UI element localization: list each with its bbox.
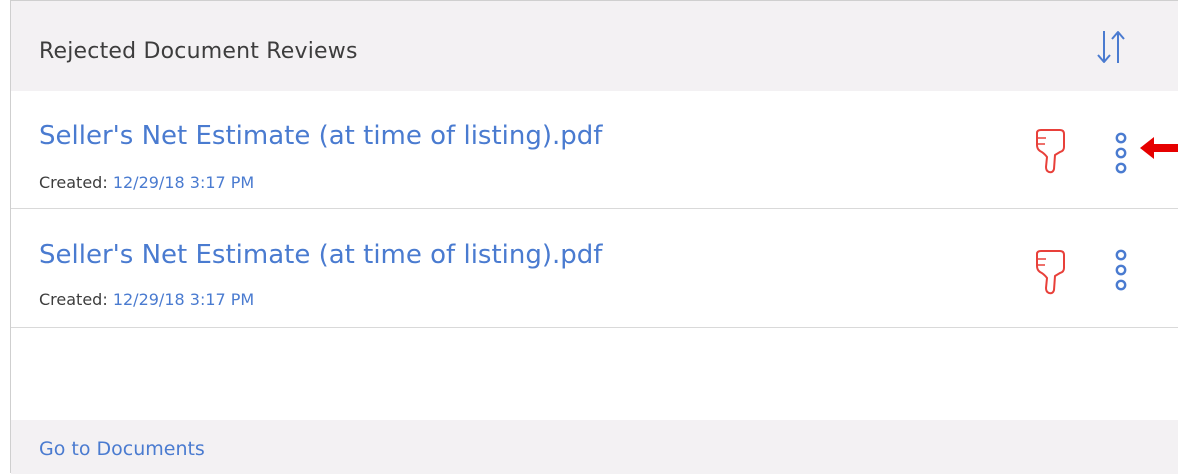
annotation-arrow-icon: [1140, 137, 1178, 159]
more-options-icon[interactable]: [1113, 248, 1129, 292]
thumbs-down-icon[interactable]: [1034, 127, 1072, 175]
document-link[interactable]: Seller's Net Estimate (at time of listing).pdf: [39, 121, 603, 151]
thumbs-down-icon[interactable]: [1034, 248, 1072, 296]
go-to-documents-link[interactable]: Go to Documents: [39, 438, 205, 460]
panel-title: Rejected Document Reviews: [39, 39, 358, 64]
created-label: Created:: [39, 290, 108, 309]
created-label: Created:: [39, 173, 108, 192]
rejected-reviews-panel: [10, 0, 1178, 473]
panel-header: [11, 1, 1178, 91]
created-date: 12/29/18 3:17 PM: [112, 173, 255, 192]
created-info: [39, 290, 254, 309]
created-info: [39, 173, 254, 192]
document-row: [11, 210, 1178, 328]
created-date: 12/29/18 3:17 PM: [112, 290, 255, 309]
document-row: [11, 91, 1178, 209]
document-link[interactable]: Seller's Net Estimate (at time of listing).pdf: [39, 240, 603, 270]
more-options-icon[interactable]: [1113, 131, 1129, 175]
sort-icon[interactable]: [1093, 27, 1129, 67]
panel-footer: [11, 420, 1178, 474]
